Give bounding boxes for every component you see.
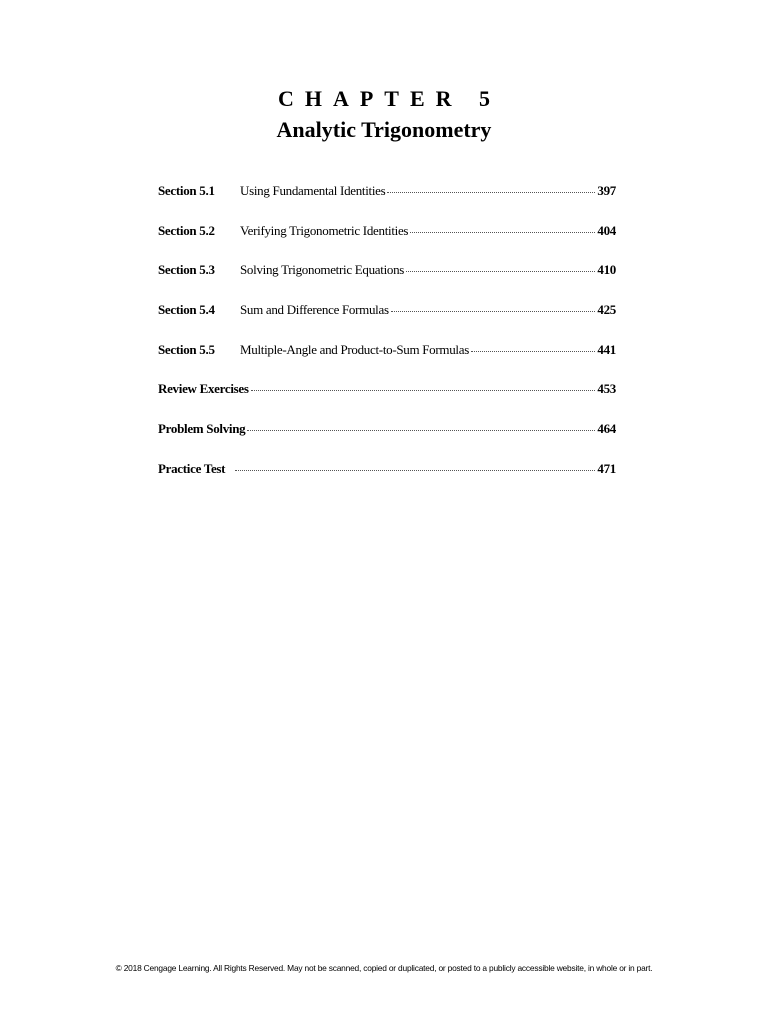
toc-section-number: Section 5.3: [158, 262, 215, 278]
toc-section-title: Verifying Trigonometric Identities: [240, 222, 409, 238]
toc-entry-section-5-4[interactable]: [158, 302, 616, 342]
toc-section-number: Section 5.5: [158, 341, 215, 357]
toc-page-number: 471: [597, 460, 616, 476]
chapter-label: CHAPTER 5: [277, 86, 502, 111]
toc-section-title: Review Exercises: [158, 381, 249, 397]
chapter-title: Analytic Trigonometry: [276, 117, 492, 142]
toc-entry-review-exercises[interactable]: [158, 381, 616, 421]
toc-section-title: Multiple-Angle and Product-to-Sum Formulas: [240, 341, 469, 357]
toc-section-title: Solving Trigonometric Equations: [240, 262, 405, 278]
toc-dot-leader: [235, 469, 595, 471]
copyright-footer: © 2018 Cengage Learning. All Rights Reserved. May not be scanned, copied or duplicated, or posted to a publicly accessible website, in whole or in part.: [115, 963, 653, 973]
toc-entry-section-5-2[interactable]: [158, 223, 616, 263]
toc-dot-leader: [391, 310, 596, 312]
toc-section-number: Section 5.1: [158, 183, 215, 198]
toc-entry-section-5-3[interactable]: [158, 262, 616, 302]
toc-dot-leader: [387, 191, 595, 193]
toc-section-title: Using Fundamental Identities: [240, 183, 386, 198]
toc-entry-section-5-5[interactable]: [158, 342, 616, 382]
toc-dot-leader: [471, 350, 595, 352]
toc-section-title: Practice Test: [158, 460, 226, 476]
toc-page-number: 453: [597, 381, 616, 397]
toc-page-number: 464: [597, 421, 616, 437]
toc-section-title: Sum and Difference Formulas: [240, 302, 389, 318]
toc-dot-leader: [247, 429, 595, 431]
toc-dot-leader: [410, 231, 595, 233]
toc-section-title: Problem Solving: [158, 421, 246, 437]
toc-section-number: Section 5.4: [158, 302, 215, 318]
table-of-contents: [158, 183, 616, 501]
toc-dot-leader: [406, 270, 595, 272]
toc-page-number: 410: [597, 262, 616, 278]
toc-entry-section-5-1[interactable]: [158, 183, 616, 223]
toc-page-number: 397: [597, 183, 616, 198]
toc-entry-practice-test[interactable]: [158, 461, 616, 501]
toc-page-number: 425: [597, 302, 616, 318]
toc-section-number: Section 5.2: [158, 222, 215, 238]
toc-page-number: 404: [597, 222, 616, 238]
toc-entry-problem-solving[interactable]: [158, 421, 616, 461]
toc-page-number: 441: [597, 341, 616, 357]
toc-dot-leader: [251, 389, 596, 391]
